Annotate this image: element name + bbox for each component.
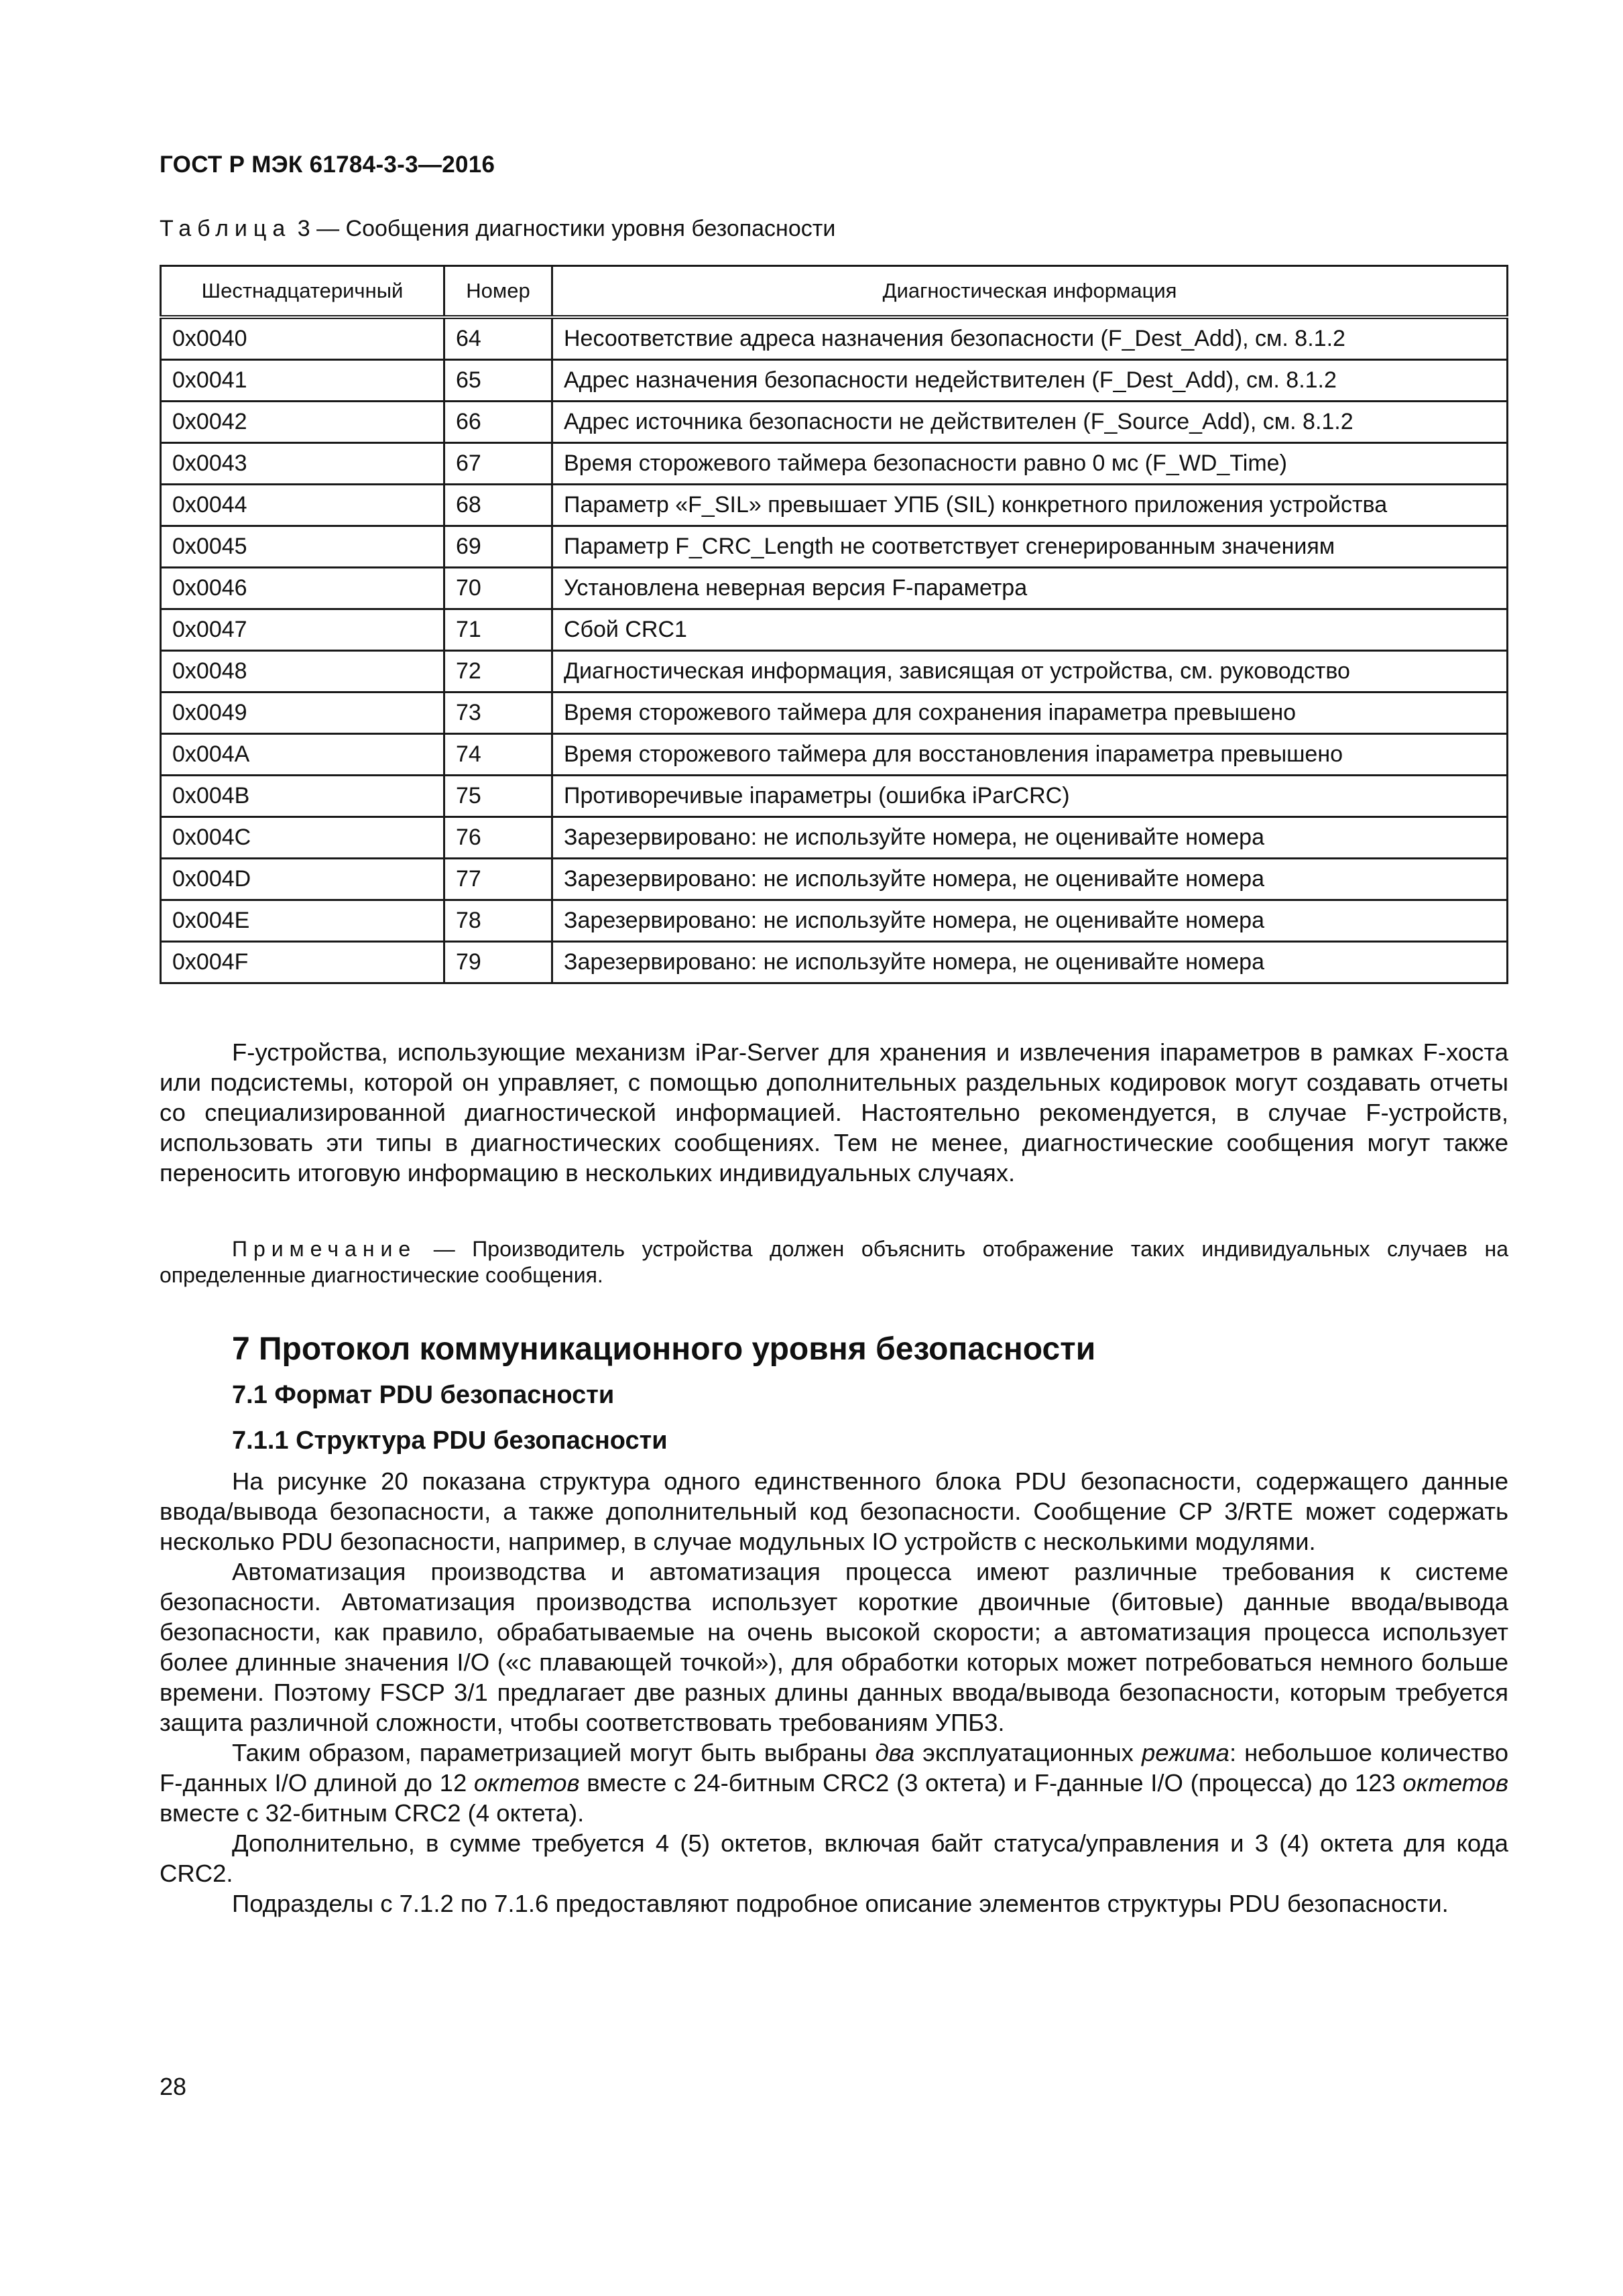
- table-body: [161, 317, 1508, 983]
- modes-text-e: : небольшое количество F-данных I/O длиной до 12: [160, 1739, 1508, 1797]
- cell-info: Параметр «F_SIL» превышает УПБ (SIL) конкретного приложения устройства: [552, 485, 1508, 526]
- cell-number: 75: [444, 776, 552, 817]
- cell-number: 69: [444, 526, 552, 568]
- table-row: [161, 692, 1508, 734]
- table-row: [161, 900, 1508, 942]
- subsection-7-1-1-title: 7.1.1 Структура PDU безопасности: [232, 1427, 668, 1455]
- cell-info: Адрес назначения безопасности недействителен (F_Dest_Add), см. 8.1.2: [552, 360, 1508, 402]
- cell-hex: 0x0043: [161, 443, 444, 485]
- table-row: [161, 734, 1508, 776]
- paragraph-modes: [160, 1738, 1508, 1828]
- cell-hex: 0x004A: [161, 734, 444, 776]
- paragraph-requirements: Автоматизация производства и автоматизация процесса имеют различные требования к системе безопасности. Автоматизация производства использует короткие двоичные (битовые) данные ввода/вывода безопасности, как правило, обрабатываемые на очень высокой скорости; а автоматизация процесса использует более длинные значения I/O («с плавающей точкой»), для обработки которых может потребоваться немного больше времени. Поэтому FSCP 3/1 предлагает две разных длины данных ввода/вывода безопасности, которым требуется защита различной сложности, чтобы соответствовать требованиям УПБ3.: [160, 1558, 1508, 1736]
- cell-hex: 0x004E: [161, 900, 444, 942]
- cell-hex: 0x0047: [161, 609, 444, 651]
- cell-hex: 0x004C: [161, 817, 444, 859]
- document-header: ГОСТ Р МЭК 61784-3-3—2016: [160, 152, 495, 178]
- cell-hex: 0x0046: [161, 568, 444, 609]
- table-row: [161, 568, 1508, 609]
- cell-hex: 0x0045: [161, 526, 444, 568]
- table-caption-title: 3 — Сообщения диагностики уровня безопасности: [291, 216, 836, 241]
- cell-info: Зарезервировано: не используйте номера, не оценивайте номера: [552, 900, 1508, 942]
- table-row: [161, 942, 1508, 983]
- modes-text-a: Таким образом, параметризацией могут быть выбраны: [232, 1739, 876, 1766]
- table-row: [161, 776, 1508, 817]
- cell-number: 72: [444, 651, 552, 692]
- column-header-number: Номер: [444, 266, 552, 318]
- cell-info: Противоречивые iпараметры (ошибка iParCRC): [552, 776, 1508, 817]
- cell-info: Несоответствие адреса назначения безопасности (F_Dest_Add), см. 8.1.2: [552, 317, 1508, 360]
- cell-hex: 0x004D: [161, 859, 444, 900]
- cell-hex: 0x0041: [161, 360, 444, 402]
- table-row: [161, 651, 1508, 692]
- diagnostics-table: [160, 265, 1508, 984]
- paragraph-subsections: Подразделы с 7.1.2 по 7.1.6 предоставляют подробное описание элементов структуры PDU безопасности.: [232, 1890, 1449, 1917]
- table-row: [161, 360, 1508, 402]
- cell-number: 64: [444, 317, 552, 360]
- column-header-hex: Шестнадцатеричный: [161, 266, 444, 318]
- table-row: [161, 859, 1508, 900]
- fdevices-paragraph: F-устройства, использующие механизм iPar-Server для хранения и извлечения iпараметров в рамках F-хоста или подсистемы, которой он управляет, с помощью дополнительных раздельных кодировок могут создавать отчеты со специализированной диагностической информацией. Настоятельно рекомендуется, в случае F-устройств, использовать эти типы в диагностических сообщениях. Тем не менее, диагностические сообщения могут также переносить итоговую информацию в нескольких индивидуальных случаях.: [160, 1038, 1508, 1187]
- page-number: 28: [160, 2073, 187, 2100]
- cell-info: Время сторожевого таймера безопасности равно 0 мс (F_WD_Time): [552, 443, 1508, 485]
- cell-number: 73: [444, 692, 552, 734]
- cell-info: Параметр F_CRC_Length не соответствует сгенерированным значениям: [552, 526, 1508, 568]
- cell-number: 71: [444, 609, 552, 651]
- cell-hex: 0x0042: [161, 402, 444, 443]
- table-header-row: [161, 266, 1508, 318]
- fdevices-paragraph-block: [160, 1037, 1508, 1188]
- table-row: [161, 402, 1508, 443]
- table-row: [161, 485, 1508, 526]
- section-7-title: 7 Протокол коммуникационного уровня безопасности: [232, 1331, 1096, 1367]
- cell-info: Время сторожевого таймера для восстановления iпараметра превышено: [552, 734, 1508, 776]
- cell-info: Зарезервировано: не используйте номера, не оценивайте номера: [552, 859, 1508, 900]
- cell-hex: 0x0044: [161, 485, 444, 526]
- column-header-info: Диагностическая информация: [552, 266, 1508, 318]
- paragraph-octets: Дополнительно, в сумме требуется 4 (5) октетов, включая байт статуса/управления и 3 (4) октета для кода CRC2.: [160, 1829, 1508, 1887]
- subsection-7-1-title: 7.1 Формат PDU безопасности: [232, 1381, 615, 1409]
- cell-info: Адрес источника безопасности не действителен (F_Source_Add), см. 8.1.2: [552, 402, 1508, 443]
- cell-hex: 0x0048: [161, 651, 444, 692]
- modes-text-c: эксплуатационных: [914, 1739, 1142, 1766]
- note-label: Примечание: [232, 1237, 417, 1261]
- cell-number: 67: [444, 443, 552, 485]
- table-row: [161, 443, 1508, 485]
- section-7-body: [160, 1466, 1508, 1919]
- cell-info: Зарезервировано: не используйте номера, не оценивайте номера: [552, 942, 1508, 983]
- note-paragraph: [160, 1236, 1508, 1288]
- table-caption-label: Таблица: [160, 216, 292, 241]
- modes-emph-octets-1: октетов: [473, 1769, 580, 1797]
- modes-text-g: вместе с 24-битным CRC2 (3 октета) и F-данные I/O (процесса) до 123: [579, 1769, 1403, 1797]
- cell-info: Сбой CRC1: [552, 609, 1508, 651]
- cell-info: Зарезервировано: не используйте номера, не оценивайте номера: [552, 817, 1508, 859]
- cell-number: 78: [444, 900, 552, 942]
- table-caption: [160, 216, 835, 242]
- cell-info: Установлена неверная версия F-параметра: [552, 568, 1508, 609]
- cell-number: 65: [444, 360, 552, 402]
- cell-hex: 0x004B: [161, 776, 444, 817]
- modes-emph-mode: режима: [1142, 1739, 1229, 1766]
- cell-hex: 0x0049: [161, 692, 444, 734]
- table-row: [161, 526, 1508, 568]
- cell-number: 70: [444, 568, 552, 609]
- cell-number: 79: [444, 942, 552, 983]
- table-row: [161, 317, 1508, 360]
- table-row: [161, 609, 1508, 651]
- modes-text-i: вместе с 32-битным CRC2 (4 октета).: [160, 1799, 585, 1827]
- paragraph-structure: На рисунке 20 показана структура одного единственного блока PDU безопасности, содержащего данные ввода/вывода безопасности, а также дополнительный код безопасности. Сообщение CP 3/RTE может содержать несколько PDU безопасности, например, в случае модульных IO устройств с несколькими модулями.: [160, 1467, 1508, 1555]
- modes-emph-octets-2: октетов: [1402, 1769, 1508, 1797]
- cell-number: 68: [444, 485, 552, 526]
- note-text: — Производитель устройства должен объяснить отображение таких индивидуальных случаев на определенные диагностические сообщения.: [160, 1237, 1508, 1287]
- cell-info: Время сторожевого таймера для сохранения iпараметра превышено: [552, 692, 1508, 734]
- cell-number: 66: [444, 402, 552, 443]
- modes-emph-two: два: [875, 1739, 915, 1766]
- table-row: [161, 817, 1508, 859]
- cell-info: Диагностическая информация, зависящая от устройства, см. руководство: [552, 651, 1508, 692]
- cell-hex: 0x0040: [161, 317, 444, 360]
- note-block: [160, 1236, 1508, 1288]
- cell-number: 76: [444, 817, 552, 859]
- cell-hex: 0x004F: [161, 942, 444, 983]
- cell-number: 74: [444, 734, 552, 776]
- cell-number: 77: [444, 859, 552, 900]
